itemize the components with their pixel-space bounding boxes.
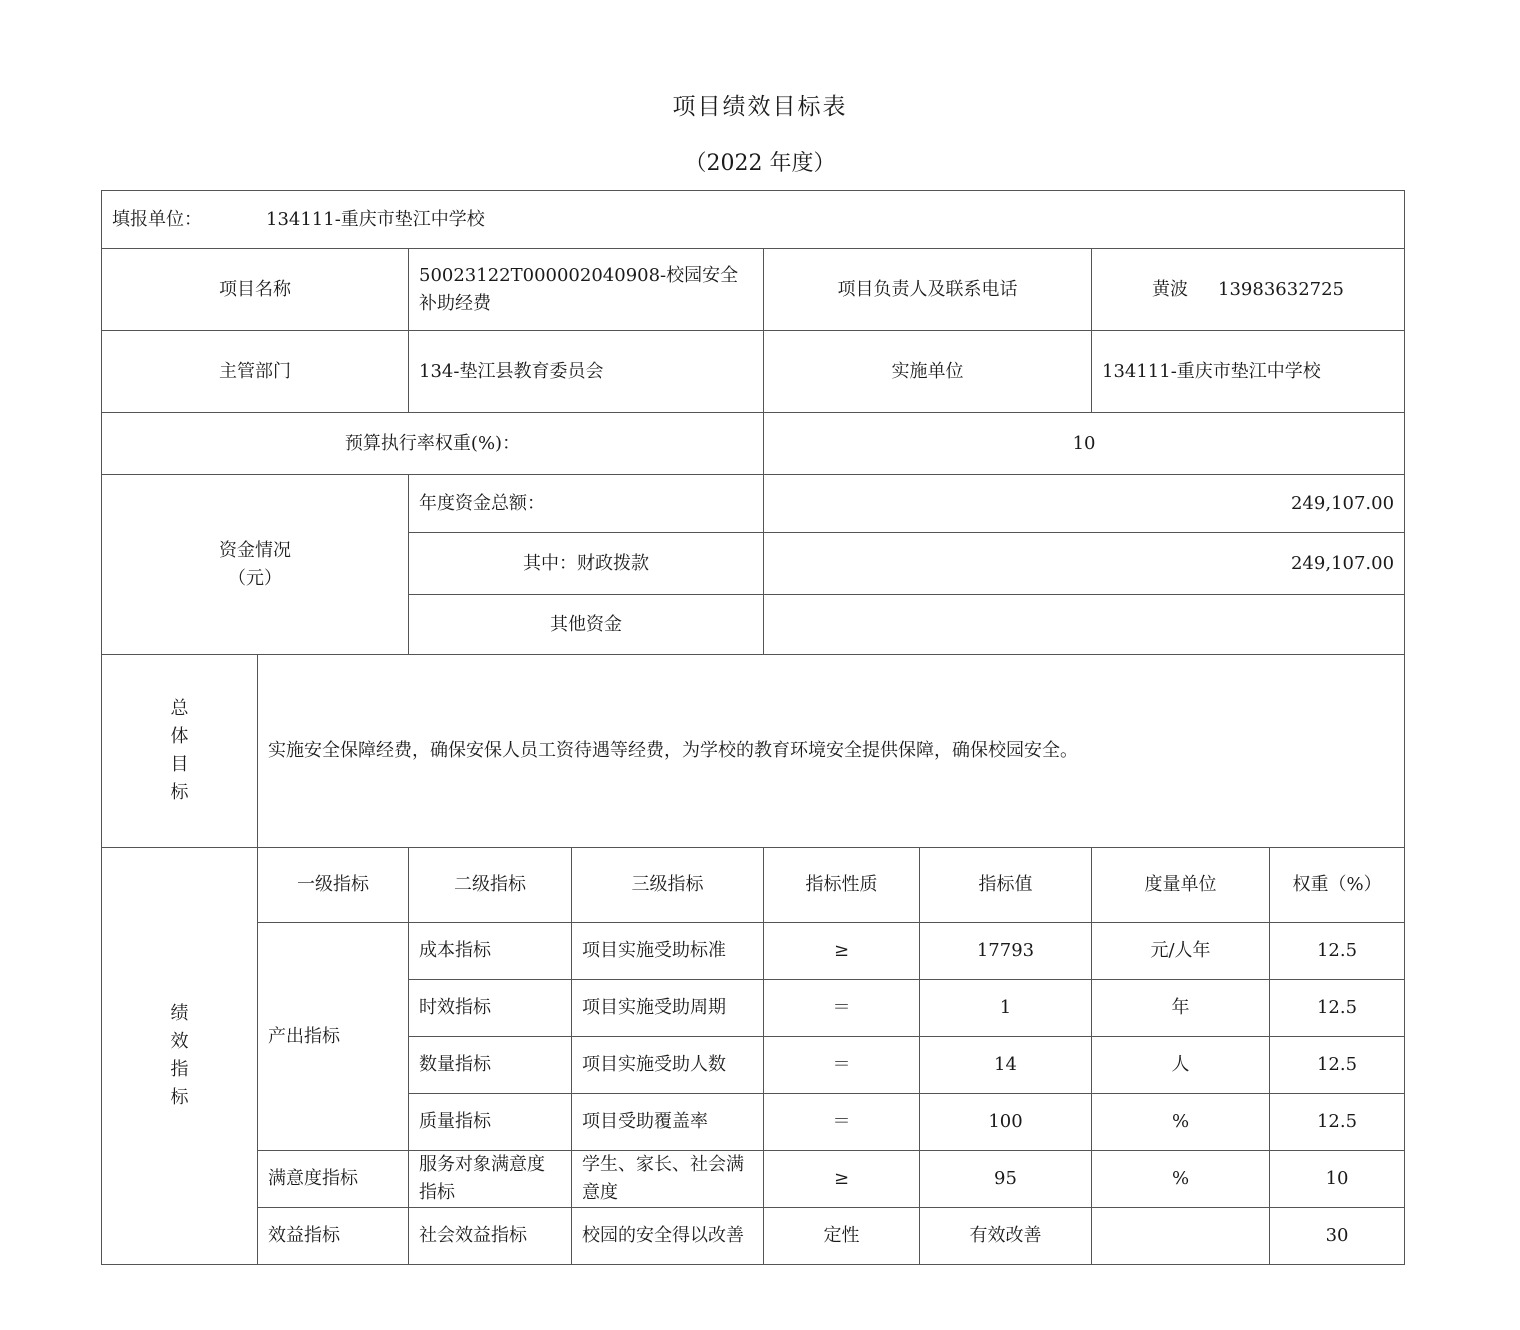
value-cell: 95 — [920, 1151, 1092, 1208]
funds-other-value — [764, 595, 1405, 655]
report-unit-row — [102, 191, 1405, 249]
value-cell: 14 — [920, 1037, 1092, 1094]
level3-cell: 学生、家长、社会满意度 — [572, 1151, 764, 1208]
indicators-label-char: 指 — [170, 1059, 189, 1080]
level2-cell: 服务对象满意度指标 — [409, 1151, 572, 1208]
budget-rate-value: 10 — [764, 413, 1405, 475]
funds-fiscal-label: 其中：财政拨款 — [409, 533, 764, 595]
dept-label: 主管部门 — [102, 331, 409, 413]
funds-total-row — [102, 475, 1405, 533]
indicators-label-char: 效 — [170, 1031, 189, 1052]
table-row — [102, 923, 1405, 980]
nature-cell: ＝ — [764, 1094, 920, 1151]
level2-cell: 时效指标 — [409, 980, 572, 1037]
weight-cell: 12.5 — [1270, 980, 1405, 1037]
page-title: 项目绩效目标表 — [672, 94, 848, 120]
level3-cell: 项目实施受助标准 — [572, 923, 764, 980]
unit-cell: % — [1092, 1151, 1270, 1208]
page-subtitle-year: （2022 年度） — [684, 151, 836, 176]
overall-goal-text: 实施安全保障经费，确保安保人员工资待遇等经费，为学校的教育环境安全提供保障，确保校园安全。 — [258, 655, 1405, 848]
funds-total-value: 249,107.00 — [764, 475, 1405, 533]
group-benefit: 效益指标 — [258, 1208, 409, 1265]
level3-cell: 项目实施受助周期 — [572, 980, 764, 1037]
nature-cell: ＝ — [764, 1037, 920, 1094]
contact-name: 黄波 — [1152, 278, 1189, 300]
col-header-nature: 指标性质 — [764, 848, 920, 923]
project-contact-cell — [1092, 249, 1405, 331]
col-header-level3: 三级指标 — [572, 848, 764, 923]
project-name-row — [102, 249, 1405, 331]
nature-cell: ＝ — [764, 980, 920, 1037]
goal-label-char: 总 — [170, 698, 189, 719]
overall-goal-label — [102, 655, 258, 848]
level2-cell: 社会效益指标 — [409, 1208, 572, 1265]
value-cell: 100 — [920, 1094, 1092, 1151]
col-header-unit: 度量单位 — [1092, 848, 1270, 923]
nature-cell: ≥ — [764, 1151, 920, 1208]
col-header-value: 指标值 — [920, 848, 1092, 923]
level3-cell: 项目受助覆盖率 — [572, 1094, 764, 1151]
indicators-label — [102, 848, 258, 1265]
level3-cell: 校园的安全得以改善 — [572, 1208, 764, 1265]
funds-fiscal-value: 249,107.00 — [764, 533, 1405, 595]
indicator-header-row — [102, 848, 1405, 923]
impl-label: 实施单位 — [764, 331, 1092, 413]
weight-cell: 12.5 — [1270, 923, 1405, 980]
goal-label-char: 标 — [170, 782, 189, 803]
value-cell: 有效改善 — [920, 1208, 1092, 1265]
weight-cell: 30 — [1270, 1208, 1405, 1265]
goal-label-char: 目 — [170, 754, 189, 775]
funds-other-label: 其他资金 — [409, 595, 764, 655]
goal-label-char: 体 — [170, 726, 189, 747]
project-contact-label: 项目负责人及联系电话 — [764, 249, 1092, 331]
table-row — [102, 1151, 1405, 1208]
weight-cell: 10 — [1270, 1151, 1405, 1208]
overall-goal-row — [102, 655, 1405, 848]
funds-label-line2: （元） — [228, 567, 282, 589]
group-satisfaction: 满意度指标 — [258, 1151, 409, 1208]
col-header-weight: 权重（%） — [1270, 848, 1405, 923]
col-header-level2: 二级指标 — [409, 848, 572, 923]
level2-cell: 质量指标 — [409, 1094, 572, 1151]
value-cell: 1 — [920, 980, 1092, 1037]
nature-cell: ≥ — [764, 923, 920, 980]
funds-total-label: 年度资金总额： — [409, 475, 764, 533]
department-row — [102, 331, 1405, 413]
contact-phone: 13983632725 — [1218, 278, 1345, 300]
indicators-label-char: 绩 — [170, 1003, 189, 1024]
indicators-label-char: 标 — [170, 1087, 189, 1108]
impl-value: 134111-重庆市垫江中学校 — [1092, 331, 1405, 413]
value-cell: 17793 — [920, 923, 1092, 980]
level2-cell: 成本指标 — [409, 923, 572, 980]
report-unit-label: 填报单位： — [112, 208, 202, 230]
funds-label-line1: 资金情况 — [219, 539, 291, 561]
report-unit-value: 134111-重庆市垫江中学校 — [266, 208, 485, 230]
level3-cell: 项目实施受助人数 — [572, 1037, 764, 1094]
unit-cell: % — [1092, 1094, 1270, 1151]
table-row — [102, 1208, 1405, 1265]
level2-cell: 数量指标 — [409, 1037, 572, 1094]
nature-cell: 定性 — [764, 1208, 920, 1265]
unit-cell — [1092, 1208, 1270, 1265]
weight-cell: 12.5 — [1270, 1037, 1405, 1094]
funds-label — [102, 475, 409, 655]
unit-cell: 元/人年 — [1092, 923, 1270, 980]
group-output: 产出指标 — [258, 923, 409, 1151]
budget-rate-row — [102, 413, 1405, 475]
unit-cell: 年 — [1092, 980, 1270, 1037]
unit-cell: 人 — [1092, 1037, 1270, 1094]
col-header-level1: 一级指标 — [258, 848, 409, 923]
dept-value: 134-垫江县教育委员会 — [409, 331, 764, 413]
performance-target-table — [101, 190, 1405, 1265]
report-unit-cell — [102, 191, 1405, 249]
weight-cell: 12.5 — [1270, 1094, 1405, 1151]
project-name-label: 项目名称 — [102, 249, 409, 331]
project-name-value: 50023122T000002040908-校园安全补助经费 — [409, 249, 764, 331]
budget-rate-label: 预算执行率权重(%)： — [102, 413, 764, 475]
